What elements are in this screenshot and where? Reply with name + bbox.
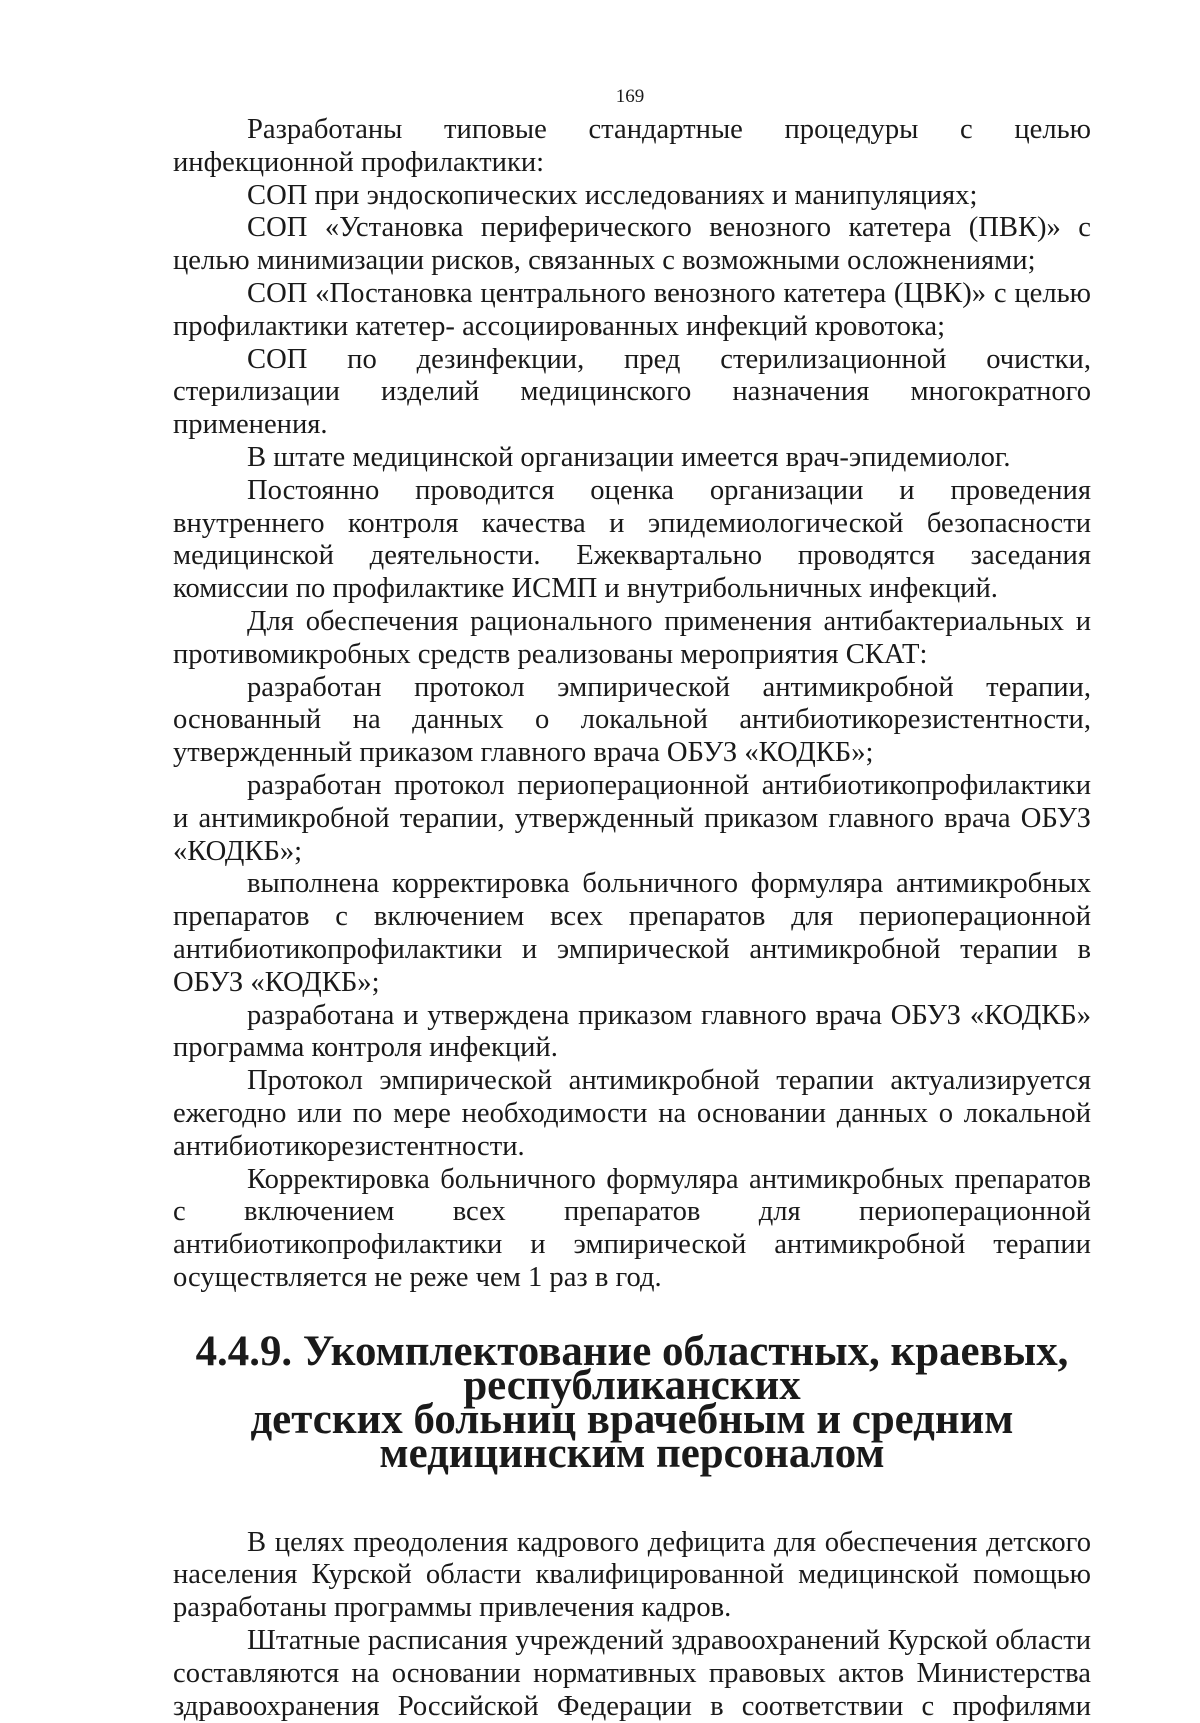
section-heading-line: 4.4.9. Укомплектование областных, краевых, республиканских (195, 1327, 1069, 1409)
list-item: разработан протокол эмпирической антимикробной терапии, основанный на данных о локальной антибиотикорезистентности, утвержденный приказом главного врача ОБУЗ «КОДКБ»; (173, 671, 1091, 769)
list-item: разработан протокол периоперационной антибиотикопрофилактики и антимикробной терапии, утвержденный приказом главного врача ОБУЗ «КОДКБ»; (173, 769, 1091, 867)
paragraph: Корректировка больничного формуляра антимикробных препаратов с включением всех препаратов для периоперационной антибиотикопрофилактики и эмпирической антимикробной терапии осуществляется не реже чем 1 раз в год. (173, 1163, 1091, 1293)
paragraph: Разработаны типовые стандартные процедуры с целью инфекционной профилактики: (173, 114, 1091, 178)
paragraph: Постоянно проводится оценка организации и проведения внутреннего контроля качества и эпидемиологической безопасности медицинской деятельности. Ежеквартально проводятся заседания комиссии по профилактике ИСМП и внутрибольничных инфекций. (173, 474, 1091, 605)
paragraph: СОП «Установка периферического венозного катетера (ПВК)» с целью минимизации рисков, связанных с возможными осложнениями; (173, 212, 1091, 277)
list-item: разработана и утверждена приказом главного врача ОБУЗ «КОДКБ» программа контроля инфекций. (173, 999, 1091, 1064)
paragraph: Для обеспечения рационального применения антибактериальных и противомикробных средств реализованы мероприятия СКАТ: (173, 605, 1091, 670)
paragraph: СОП при эндоскопических исследованиях и манипуляциях; (247, 179, 978, 211)
paragraph: СОП «Постановка центрального венозного катетера (ЦВК)» с целью профилактики катетер- ассоциированных инфекций кровотока; (173, 277, 1091, 342)
paragraph: В целях преодоления кадрового дефицита для обеспечения детского населения Курской области квалифицированной медицинской помощью разработаны программы привлечения кадров. (173, 1526, 1091, 1624)
paragraph: СОП по дезинфекции, пред стерилизационной очистки, стерилизации изделий медицинского назначения многократного применения. (173, 343, 1091, 441)
page-body (173, 114, 1091, 1723)
paragraph: В штате медицинской организации имеется врач-эпидемиолог. (247, 441, 1011, 473)
paragraph: Штатные расписания учреждений здравоохранений Курской области составляются на основании нормативных правовых актов Министерства здравоохранения Российской Федерации в соответствии с профилями (173, 1625, 1091, 1722)
section-heading-line: детских больниц врачебным и средним медицинским персоналом (250, 1395, 1014, 1477)
section-heading (173, 1327, 1091, 1477)
paragraph: Протокол эмпирической антимикробной терапии актуализируется ежегодно или по мере необходимости на основании данных о локальной антибиотикорезистентности. (173, 1065, 1091, 1162)
page-number: 169 (615, 86, 645, 107)
list-item: выполнена корректировка больничного формуляра антимикробных препаратов с включением всех препаратов для периоперационной антибиотикопрофилактики и эмпирической антимикробной терапии в ОБУЗ «КОДКБ»; (173, 868, 1091, 998)
